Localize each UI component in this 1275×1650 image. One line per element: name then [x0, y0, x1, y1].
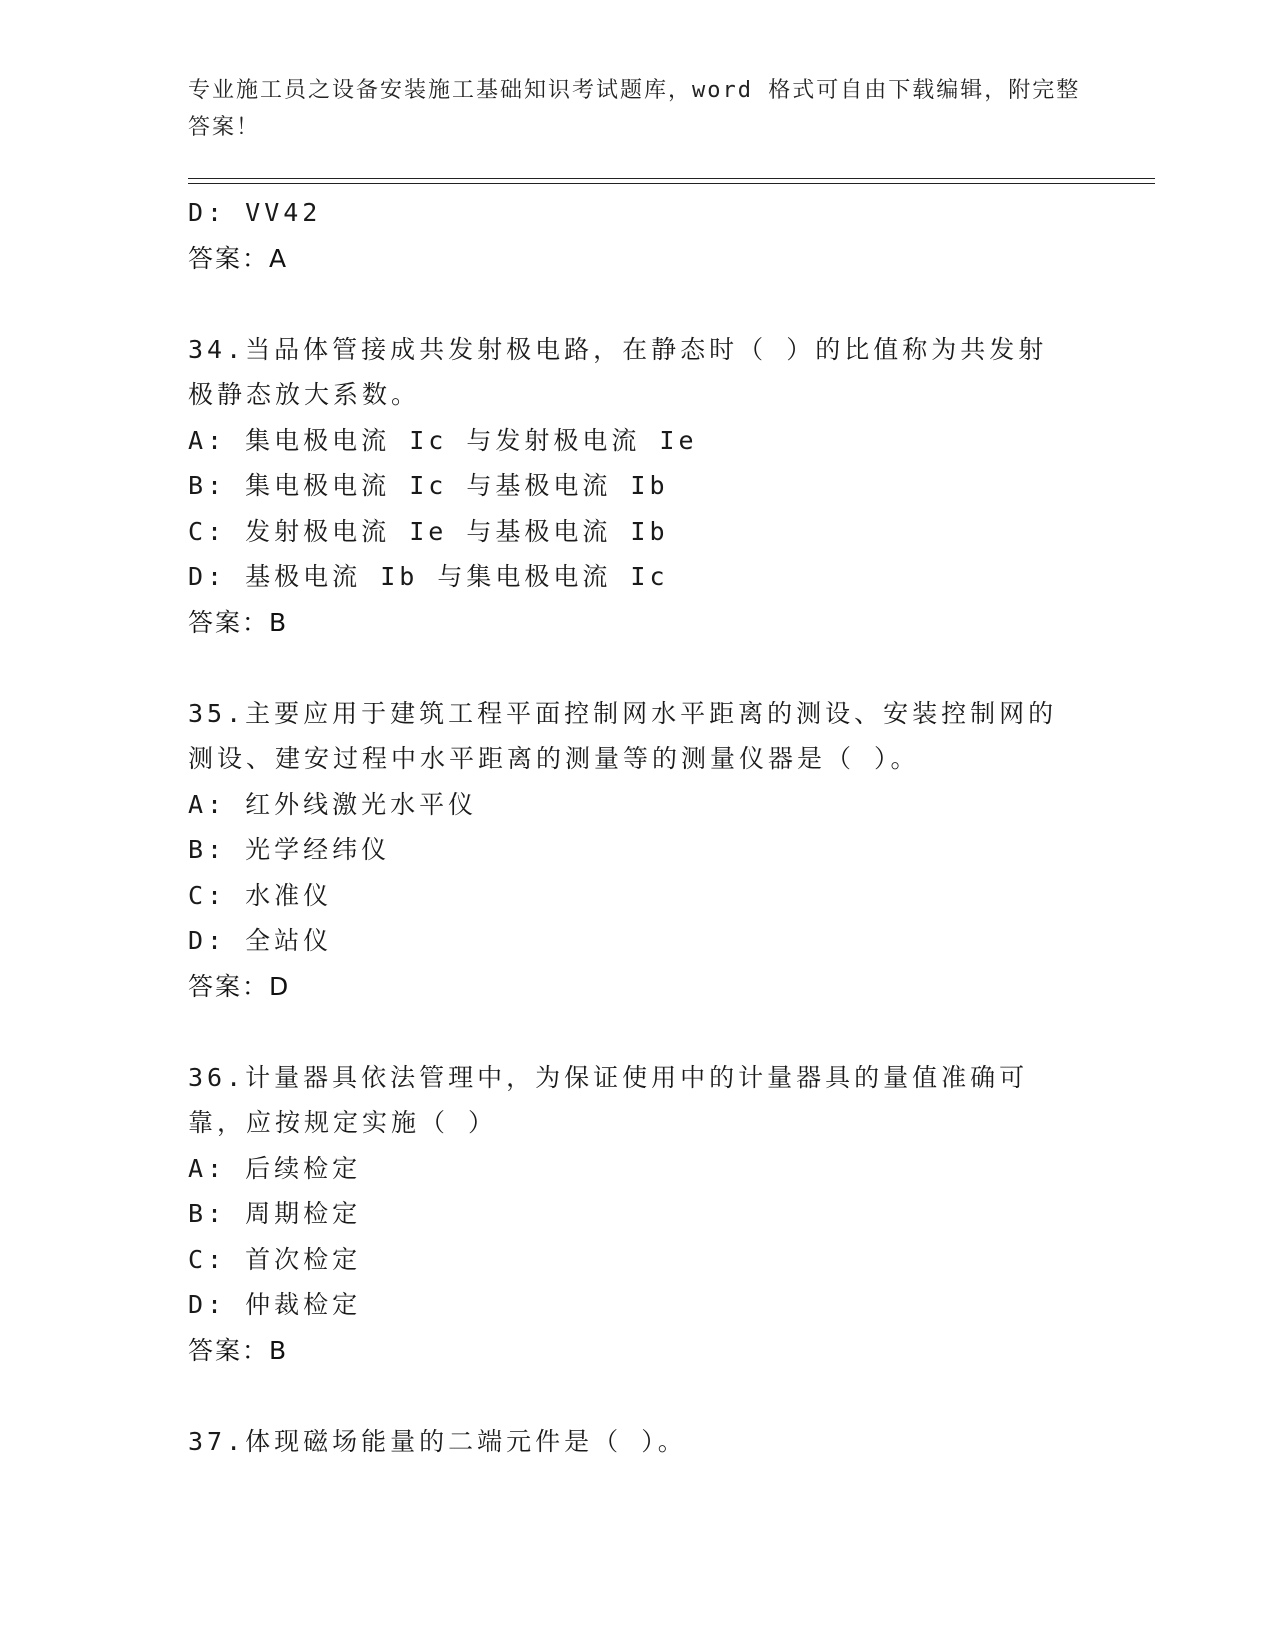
question-35-option-b: B: 光学经纬仪	[188, 835, 391, 864]
question-34-option-a: A: 集电极电流 Ic 与发射极电流 Ie	[188, 425, 698, 455]
question-35-answer: 答案：D	[188, 971, 291, 1001]
question-36-option-a: A: 后续检定	[188, 1153, 362, 1183]
question-35-option-d: D: 全站仪	[188, 926, 333, 955]
spacer	[188, 1373, 1088, 1419]
document-header: 专业施工员之设备安装施工基础知识考试题库，word 格式可自由下载编辑，附完整答案！	[188, 78, 1081, 140]
spacer	[188, 281, 1088, 327]
question-34-option-b: B: 集电极电流 Ic 与基极电流 Ib	[188, 471, 669, 500]
question-35-option-c: C: 水准仪	[188, 880, 333, 910]
question-34-answer: 答案：B	[188, 607, 289, 637]
question-list	[188, 190, 1088, 1464]
prev-answer: 答案：A	[188, 243, 289, 273]
prev-option-d: D: VV42	[188, 198, 322, 227]
spacer	[188, 1009, 1088, 1055]
question-34-stem: 34.当品体管接成共发射极电路，在静态时（ ）的比值称为共发射极静态放大系数。	[188, 334, 1048, 409]
question-36-answer: 答案：B	[188, 1335, 289, 1365]
question-37-stem: 37.体现磁场能量的二端元件是（ ）。	[188, 1426, 687, 1456]
question-36-option-b: B: 周期检定	[188, 1199, 362, 1228]
question-35-stem: 35.主要应用于建筑工程平面控制网水平距离的测设、安装控制网的测设、建安过程中水平距离的测量等的测量仪器是（ ）。	[188, 698, 1058, 773]
question-34-option-c: C: 发射极电流 Ie 与基极电流 Ib	[188, 516, 669, 546]
question-36-option-c: C: 首次检定	[188, 1244, 362, 1274]
question-35-option-a: A: 红外线激光水平仪	[188, 789, 478, 819]
header-rule-top	[188, 178, 1155, 179]
question-34-option-d: D: 基极电流 Ib 与集电极电流 Ic	[188, 562, 669, 591]
spacer	[188, 645, 1088, 691]
question-36-stem: 36.计量器具依法管理中，为保证使用中的计量器具的量值准确可靠，应按规定实施（ ）	[188, 1062, 1029, 1137]
question-36-option-d: D: 仲裁检定	[188, 1290, 362, 1319]
header-rule-bottom	[188, 183, 1155, 184]
